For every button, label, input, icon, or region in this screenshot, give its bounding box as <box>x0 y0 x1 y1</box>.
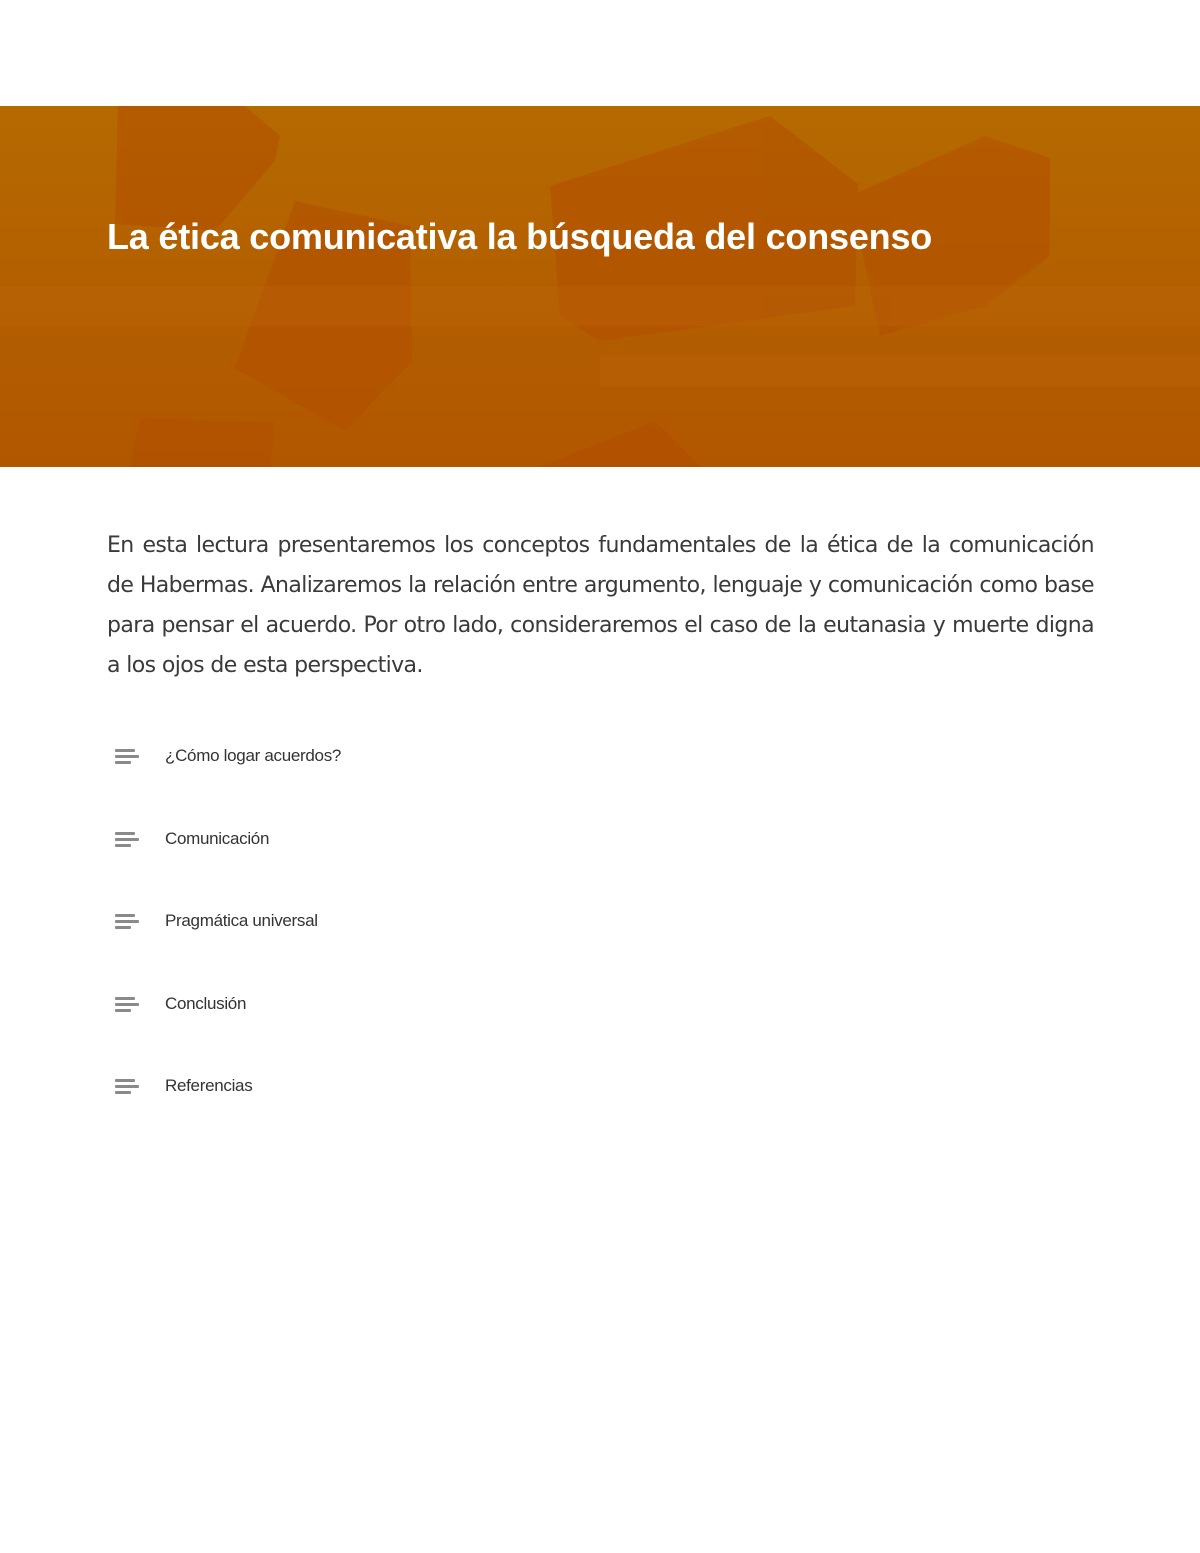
intro-paragraph: En esta lectura presentaremos los conceptos fundamentales de la ética de la comunicación de Habermas. Analizaremos la relación entre argumento, lenguaje y comunicación como base para pensar el acuerdo. Por otro lado, consideraremos el caso de la eutanasia y muerte digna a los ojos de esta perspectiva. <box>107 533 1094 678</box>
toc-item-label: Conclusión <box>165 993 247 1013</box>
hero-banner <box>0 106 1200 467</box>
toc-item-pragmatica-universal[interactable] <box>115 905 341 937</box>
text-lines-icon <box>115 1077 139 1095</box>
toc-item-referencias[interactable] <box>115 1070 341 1102</box>
toc-item-label: Comunicación <box>165 828 270 848</box>
toc-item-conclusion[interactable] <box>115 988 341 1020</box>
toc-item-label: Pragmática universal <box>165 911 318 930</box>
page-title: La ética comunicativa la búsqueda del consenso <box>107 216 933 257</box>
toc-item-comunicacion[interactable] <box>115 823 341 855</box>
text-lines-icon <box>115 912 139 930</box>
toc-item-label: ¿Cómo logar acuerdos? <box>165 746 342 765</box>
text-lines-icon <box>115 830 139 848</box>
text-lines-icon <box>115 747 139 765</box>
toc-item-como-lograr-acuerdos[interactable] <box>115 740 341 772</box>
table-of-contents <box>115 740 341 1153</box>
hero-background-image <box>0 106 1200 467</box>
toc-item-label: Referencias <box>165 1076 253 1095</box>
text-lines-icon <box>115 995 139 1013</box>
